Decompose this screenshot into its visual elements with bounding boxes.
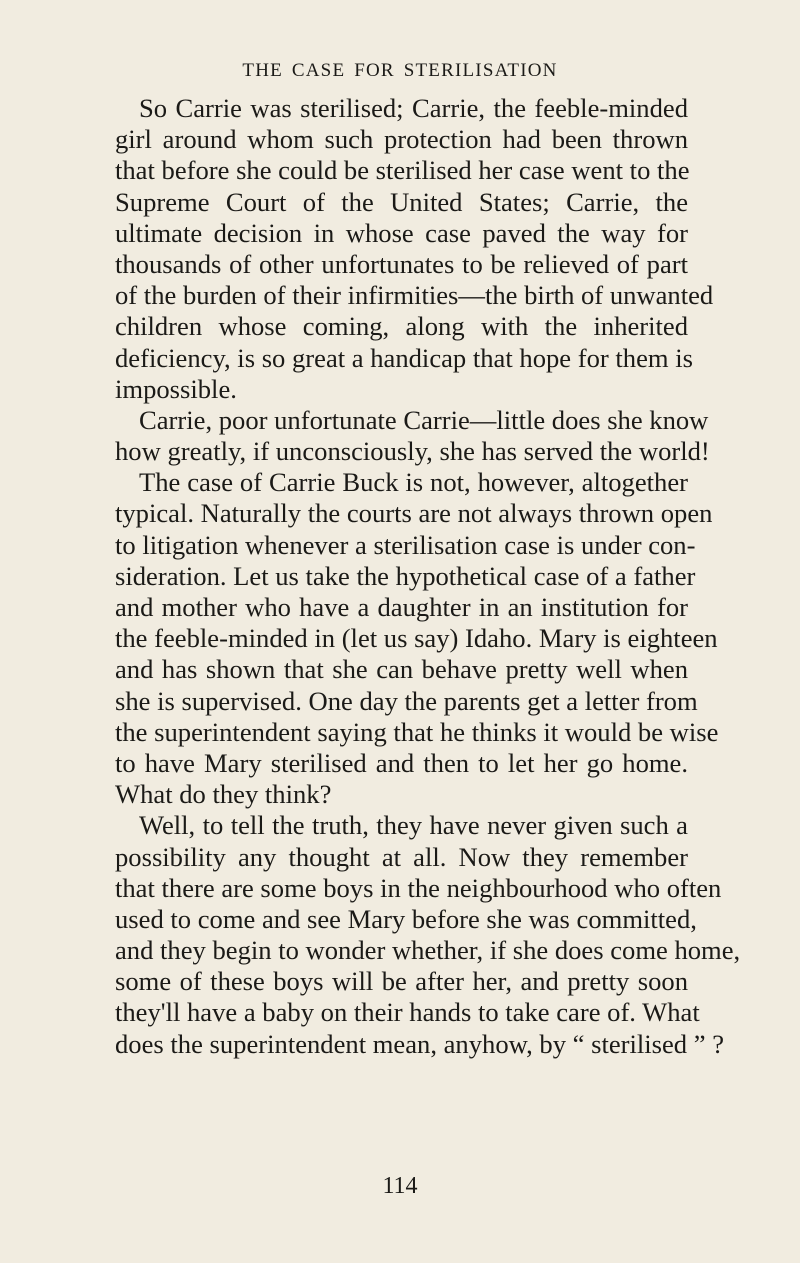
text-line: to have Mary sterilised and then to let her go home. — [115, 747, 688, 778]
text-line: the superintendent saying that he thinks it would be wise — [115, 716, 719, 747]
text-line: ultimate decision in whose case paved the way for — [115, 217, 688, 248]
text-line: does the superintendent mean, anyhow, by “ sterilised ” ? — [115, 1028, 725, 1059]
text-line: some of these boys will be after her, and pretty soon — [115, 966, 688, 997]
text-line: the feeble-minded in (let us say) Idaho. Mary is eighteen — [115, 623, 718, 654]
text-line: used to come and see Mary before she was committed, — [115, 903, 697, 934]
text-line: how greatly, if unconsciously, she has served the world! — [115, 436, 710, 467]
text-line: she is supervised. One day the parents get a letter from — [115, 685, 698, 716]
text-line: deficiency, is so great a handicap that hope for them is — [115, 342, 693, 373]
text-line: of the burden of their infirmities—the birth of unwanted — [115, 280, 714, 311]
text-line: thousands of other unfortunates to be relieved of part — [115, 248, 688, 279]
running-head: THE CASE FOR STERILISATION — [242, 60, 558, 81]
text-line: Supreme Court of the United States; Carrie, the — [115, 186, 688, 217]
text-line: typical. Naturally the courts are not always thrown open — [115, 498, 713, 529]
text-line: and they begin to wonder whether, if she does come home, — [115, 935, 741, 966]
text-line: and has shown that she can behave pretty well when — [115, 654, 688, 685]
body-text — [115, 93, 741, 1060]
text-line: that there are some boys in the neighbourhood who often — [115, 872, 722, 903]
text-line: to litigation whenever a sterilisation case is under con- — [115, 529, 696, 560]
text-line: Well, to tell the truth, they have never given such a — [139, 810, 688, 841]
text-line: possibility any thought at all. Now they remember — [115, 841, 688, 872]
text-line: and mother who have a daughter in an institution for — [115, 592, 688, 622]
text-line: girl around whom such protection had been thrown — [115, 124, 688, 155]
text-line: they'll have a baby on their hands to take care of. What — [115, 997, 700, 1028]
text-line: What do they think? — [115, 779, 332, 810]
page-number: 114 — [382, 1173, 418, 1199]
text-line: Carrie, poor unfortunate Carrie—little does she know — [139, 404, 709, 435]
text-line: sideration. Let us take the hypothetical case of a father — [115, 560, 696, 591]
text-line: that before she could be sterilised her case went to the — [115, 155, 690, 186]
text-line: children whose coming, along with the inherited — [115, 311, 688, 342]
text-line: So Carrie was sterilised; Carrie, the feeble-minded — [139, 93, 688, 123]
text-line: impossible. — [115, 373, 237, 404]
text-line: The case of Carrie Buck is not, however, altogether — [139, 467, 688, 498]
